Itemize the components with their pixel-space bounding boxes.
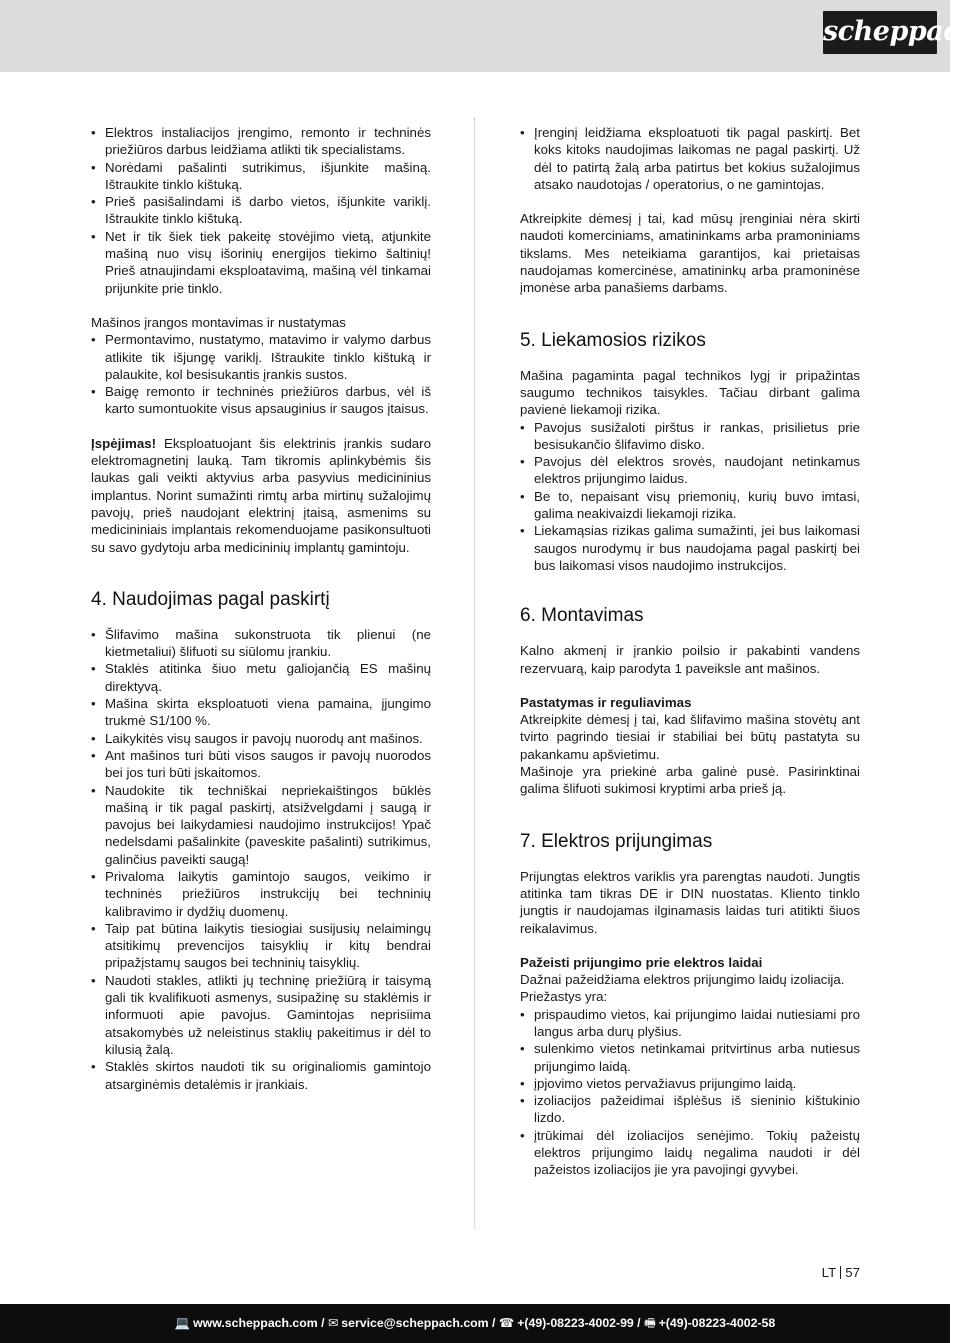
safety-bullet-list: [91, 124, 431, 297]
list-item: • įtrūkimai dėl izoliacijos senėjimo. Tokių pažeistų elektros prijungimo laidų negalima naudoti ir dėl pažeistos izoliacijos jie yra pavojingi gyvybei.: [520, 1127, 860, 1179]
warning-text: Eksploatuojant šis elektrinis įrankis sudaro elektromagnetinį lauką. Tam tikromis aplinkybėmis šis laukas gali veikti aktyvius arba pasyvius medicininius implantus. Norint sumažinti rimtų arba mirtinų sužalojimų pavojų, prieš naudojant elektrinį įtaisą, asmenims su medicininiais implantais rekomenduojame pasikonsultuoti su savo gydytoju arba medicininių implantų gamintoju.: [91, 435, 431, 555]
right-column: [520, 124, 860, 1179]
list-item: • Baigę remonto ir techninės priežiūros darbus, vėl iš karto sumontuokite visus apsauginius ir saugos įtaisus.: [91, 383, 431, 418]
website-link[interactable]: www.scheppach.com: [193, 1316, 318, 1330]
list-item: • izoliacijos pažeidimai išplėšus iš sieninio kištukinio lizdo.: [520, 1092, 860, 1127]
email-link[interactable]: service@scheppach.com: [341, 1316, 489, 1330]
placement-heading: Pastatymas ir reguliavimas: [520, 694, 692, 710]
assembly-text: Kalno akmenį ir įrankio poilsio ir pakabinti vandens rezervuarą, kaip parodyta 1 paveiksle ant mašinos.: [520, 643, 860, 676]
damaged-cables-heading: Pažeisti prijungimo prie elektros laidai: [520, 954, 763, 970]
damaged-cables-text: Dažnai pažeidžiama elektros prijungimo laidų izoliacija.: [520, 972, 845, 988]
list-item: • Permontavimo, nustatymo, matavimo ir valymo darbus atlikite tik išjungę variklį. Ištraukite tinklo kištuką ir palaukite, kol besisukantis įrankis sustos.: [91, 331, 431, 383]
phone-icon: ☎: [498, 1316, 515, 1330]
list-item: • Staklės skirtos naudoti tik su originaliomis gamintojo atsarginėmis detalėmis ir įrankiais.: [91, 1058, 431, 1093]
fax-number: +(49)-08223-4002-58: [658, 1316, 776, 1330]
separator: /: [317, 1316, 328, 1330]
list-item: • Įrenginį leidžiama eksploatuoti tik pagal paskirtį. Bet koks kitoks naudojimas laikomas ne pagal paskirtį. Už dėl to patirtą žalą arba patirtus bet kokius sužalojimus atsako naudotojas / operatorius, o ne gamintojas.: [520, 124, 860, 193]
list-item: • Norėdami pašalinti sutrikimus, išjunkite mašiną. Ištraukite tinklo kištuką.: [91, 159, 431, 194]
intended-use-bullet-list: [91, 626, 431, 1093]
electrical-connection-text: Prijungtas elektros variklis yra parengtas naudoti. Jungtis atitinka tam tikras DE ir DIN nuostatas. Kliento tinklo jungtis ir naudojamas ilginamasis laidas turi atitikti šiuos reikalavimus.: [520, 868, 860, 936]
phone-number: +(49)-08223-4002-99: [517, 1316, 634, 1330]
damage-causes-bullet-list: [520, 1006, 860, 1179]
list-item: • Privaloma laikytis gamintojo saugos, veikimo ir techninės priežiūros instrukcijų bei techninių kalibravimo ir dydžių duomenų.: [91, 868, 431, 920]
left-column: [91, 124, 431, 1093]
list-item: • Be to, nepaisant visų priemonių, kurių buvo imtasi, galima neakivaizdi liekamoji rizika.: [520, 488, 860, 523]
page-number: [780, 1265, 860, 1280]
list-item: • Pavojus susižaloti pirštus ir rankas, prisilietus prie besisukančio šlifavimo disko.: [520, 419, 860, 454]
fax-icon: 🖷: [644, 1316, 656, 1330]
page-separator: [840, 1266, 841, 1279]
residual-risk-bullet-list: [520, 419, 860, 575]
list-item: • Staklės atitinka šiuo metu galiojančią ES mašinų direktyvą.: [91, 660, 431, 695]
mounting-bullet-list: [91, 331, 431, 417]
list-item: • Laikykitės visų saugos ir pavojų nuorodų ant mašinos.: [91, 730, 431, 747]
causes-label: Priežastys yra:: [520, 989, 608, 1005]
list-item: • Liekamąsias rizikas galima sumažinti, jei bus laikomasi saugos nurodymų ir bus naudojama pagal paskirtį bei bus laikomasi visos naudojimo instrukcijos.: [520, 522, 860, 574]
list-item: • Naudoti stakles, atlikti jų techninę priežiūrą ir taisymą gali tik kvalifikuoti asmenys, susipažinę su staklėmis ir informuoti apie pavojus. Gamintojas neprisiima atsakomybės už neleistinus staklių pakeitimus ir dėl to kilusią žalą.: [91, 972, 431, 1058]
list-item: • Mašina skirta eksploatuoti viena pamaina, įjungimo trukmė S1/100 %.: [91, 695, 431, 730]
commercial-use-notice: Atkreipkite dėmesį į tai, kad mūsų įrenginiai nėra skirti naudoti komerciniams, amatininkams arba pramoniniams tikslams. Mes neteikiama garantijos, kai prietaisas naudojamas komercinėse, amatininkų arba pramoninėse įmonėse arba panašiems darbams.: [520, 211, 860, 296]
list-item: • Prieš pasišalindami iš darbo vietos, išjunkite variklį. Ištraukite tinklo kištuką.: [91, 193, 431, 228]
column-divider: [474, 118, 476, 1228]
placement-text: Atkreipkite dėmesį į tai, kad šlifavimo mašina stovėtų ant tvirto pagrindo tiesiai ir stabiliai bei būtų pastatyta su pakankamu apšvietimu.: [520, 712, 860, 762]
list-item: • Pavojus dėl elektros srovės, naudojant netinkamus elektros prijungimo laidus.: [520, 453, 860, 488]
residual-risk-intro: Mašina pagaminta pagal technikos lygį ir pripažintas saugumo technikos taisykles. Tačiau dirbant galima pavienė liekamoji rizika.: [520, 367, 860, 418]
list-item: • sulenkimo vietos netinkamai pritvirtinus arba nutiesus prijungimo laidą.: [520, 1040, 860, 1075]
placement-text-2: Mašinoje yra priekinė arba galinė pusė. Pasirinktinai galima šlifuoti sukimosi kryptimi arba prieš ją.: [520, 764, 860, 797]
language-code: LT: [821, 1265, 837, 1280]
list-item: • Net ir tik šiek tiek pakeitę stovėjimo vietą, atjunkite mašiną nuo visų išorinių energijos tiekimo šaltinių! Prieš atnaujindami eksploatavimą, mašiną vėl tinkamai prijunkite prie tinklo.: [91, 228, 431, 297]
scheppach-logo: scheppach: [823, 11, 937, 54]
list-item: • prispaudimo vietos, kai prijungimo laidai nutiesiami pro langus arba durų plyšius.: [520, 1006, 860, 1041]
separator: /: [633, 1316, 645, 1330]
usage-bullet-list: [520, 124, 860, 193]
section-5-title: 5. Liekamosios rizikos: [520, 329, 706, 351]
list-item: • Taip pat būtina laikytis tiesiogiai susijusių nelaimingų atsitikimų prevencijos taisyklių ir kitų bendrai pripažįstamų saugos bei techninių taisyklių.: [91, 920, 431, 972]
section-7-title: 7. Elektros prijungimas: [520, 830, 713, 852]
computer-icon: 💻: [174, 1316, 191, 1330]
section-4-title: 4. Naudojimas pagal paskirtį: [91, 588, 330, 610]
warning-paragraph: [91, 435, 431, 556]
footer-contact-bar: [0, 1304, 950, 1343]
page-num: 57: [845, 1265, 860, 1280]
separator: /: [488, 1316, 499, 1330]
mounting-heading: Mašinos įrangos montavimas ir nustatymas: [91, 314, 346, 330]
list-item: • įpjovimo vietos pervažiavus prijungimo laidą.: [520, 1075, 860, 1092]
list-item: • Ant mašinos turi būti visos saugos ir pavojų nuorodos bei jos turi būti įskaitomos.: [91, 747, 431, 782]
list-item: • Elektros instaliacijos įrengimo, remonto ir techninės priežiūros darbus leidžiama atlikti tik specialistams.: [91, 124, 431, 159]
list-item: • Naudokite tik techniškai nepriekaištingos būklės mašiną ir tik pagal paskirtį, atsižvelgdami į saugą ir pavojus bei laikydamiesi naudojimo instrukcijos! Ypač nedelsdami pašalinkite (paveskite pašalinti) sutrikimus, galinčius paveikti saugą!: [91, 782, 431, 868]
warning-label: Įspėjimas!: [91, 435, 157, 451]
section-6-title: 6. Montavimas: [520, 605, 644, 627]
header-bar: [0, 0, 978, 72]
mail-icon: ✉: [327, 1316, 339, 1330]
list-item: • Šlifavimo mašina sukonstruota tik plienui (ne kietmetaliui) šlifuoti su siūlomu įrankiu.: [91, 626, 431, 661]
